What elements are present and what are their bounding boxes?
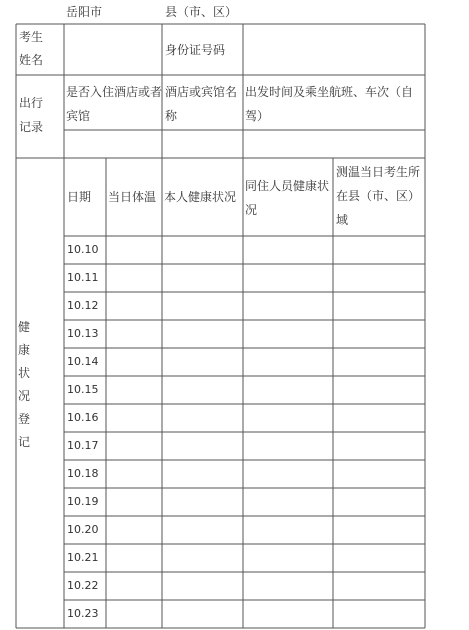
date-cell: 10.21: [67, 551, 99, 564]
hotel-answer-field[interactable]: [65, 131, 161, 157]
name-label: 考生姓名: [19, 30, 44, 67]
name-field[interactable]: [65, 25, 161, 74]
city-label: 岳阳市: [66, 5, 103, 19]
date-cell: 10.13: [67, 327, 99, 340]
date-cell: 10.18: [67, 467, 99, 480]
date-cell: 10.17: [67, 439, 99, 452]
col-cohabitant-health: 同住人员健康状况: [245, 179, 330, 217]
id-number-field[interactable]: [244, 25, 424, 74]
county-label: 县（市、区）: [165, 5, 238, 19]
date-cell: 10.11: [67, 271, 99, 284]
col-location: 测温当日考生所在县（市、区）域: [336, 165, 421, 227]
date-cell: 10.22: [67, 579, 99, 592]
col-self-health: 本人健康状况: [164, 190, 237, 204]
date-cell: 10.23: [67, 607, 99, 620]
id-label: 身份证号码: [165, 43, 226, 57]
date-cell: 10.12: [67, 299, 99, 312]
hotel-name-field[interactable]: [163, 131, 242, 157]
date-cell: 10.10: [67, 243, 99, 256]
hotel-question-label: 是否入住酒店或者宾馆: [66, 85, 163, 123]
date-cell: 10.15: [67, 383, 99, 396]
date-cell: 10.20: [67, 523, 99, 536]
date-cell: 10.19: [67, 495, 99, 508]
hotel-name-label: 酒店或宾馆名称: [165, 85, 238, 123]
col-temperature: 当日体温: [108, 190, 157, 204]
col-date: 日期: [67, 190, 92, 204]
travel-label: 出行记录: [19, 96, 44, 134]
departure-label: 出发时间及乘坐航班、车次（自驾）: [245, 85, 414, 123]
departure-field[interactable]: [244, 131, 424, 157]
health-label: 健康状况登记: [17, 320, 30, 449]
date-cell: 10.14: [67, 355, 99, 368]
date-cell: 10.16: [67, 411, 99, 424]
